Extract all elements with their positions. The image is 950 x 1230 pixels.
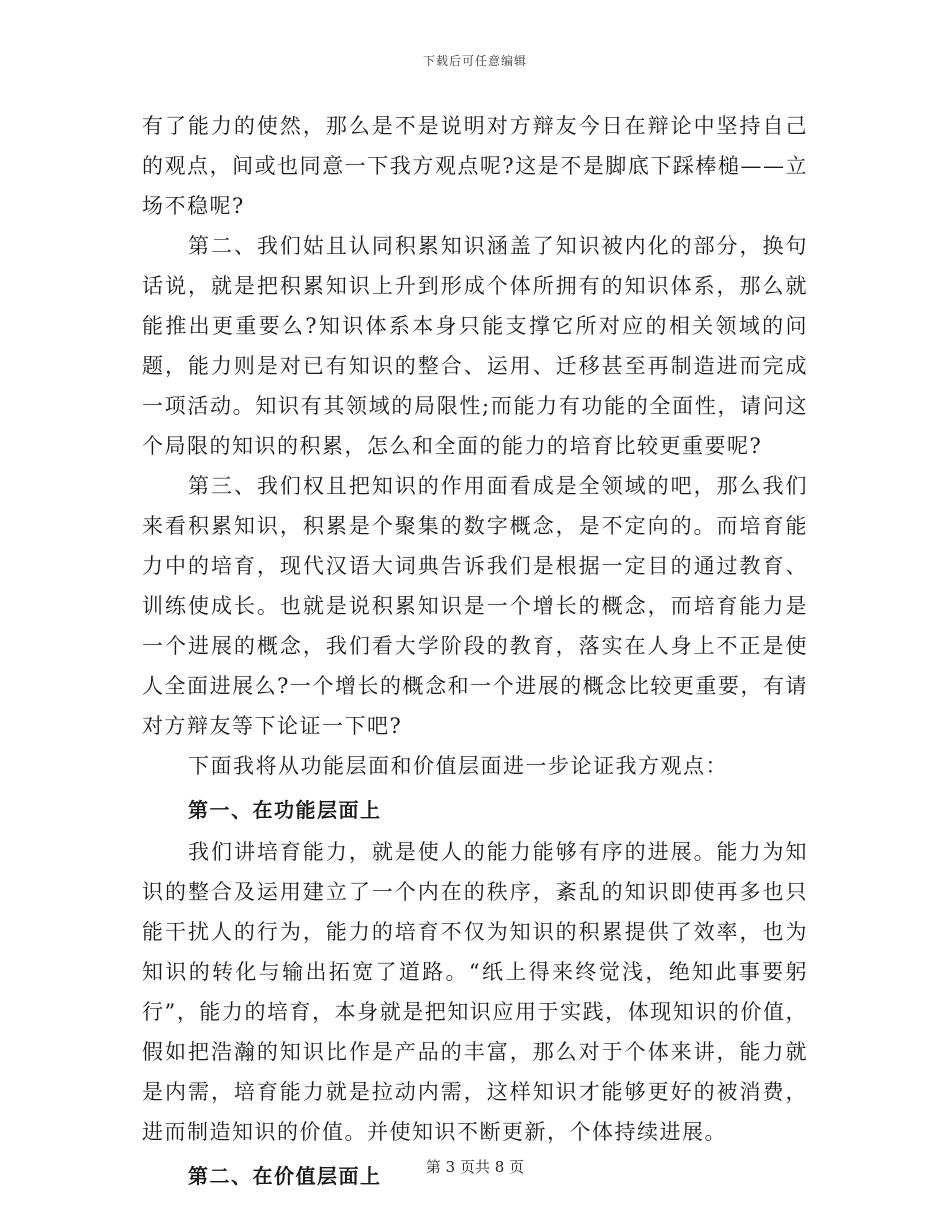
section-heading-function: 第一、在功能层面上 <box>188 798 382 822</box>
paragraph-transition: 下面我将从功能层面和价值层面进一步论证我方观点： <box>188 754 728 778</box>
page-header: 下载后可任意编辑 <box>422 54 527 68</box>
page-number-footer: 第 3 页共 8 页 <box>425 1158 525 1176</box>
document-body <box>142 106 808 1198</box>
paragraph-function-level: 我们讲培育能力，就是使人的能力能够有序的进展。能力为知识的整合及运用建立了一个内在的秩序，紊乱的知识即使再多也只能干扰人的行为，能力的培育不仅为知识的积累提供了效率，也为知识的转化与输出拓宽了道路。“纸上得来终觉浅，绝知此事要躬行”，能力的培育，本身就是把知识应用于实践，体现知识的价值，假如把浩瀚的知识比作是产品的丰富，那么对于个体来讲，能力就是内需，培育能力就是拉动内需，这样知识才能够更好的被消费，进而制造知识的价值。并使知识不断更新，个体持续进展。 <box>142 840 808 1144</box>
paragraph-point-three: 第三、我们权且把知识的作用面看成是全领域的吧，那么我们来看积累知识，积累是个聚集的数字概念，是不定向的。而培育能力中的培育，现代汉语大词典告诉我们是根据一定目的通过教育、训练使成长。也就是说积累知识是一个增长的概念，而培育能力是一个进展的概念，我们看大学阶段的教育，落实在人身上不正是使人全面进展么?一个增长的概念和一个进展的概念比较更重要，有请对方辩友等下论证一下吧? <box>142 474 808 738</box>
paragraph-point-two: 第二、我们姑且认同积累知识涵盖了知识被内化的部分，换句话说，就是把积累知识上升到形成个体所拥有的知识体系，那么就能推出更重要么?知识体系本身只能支撑它所对应的相关领域的问题，能力则是对已有知识的整合、运用、迁移甚至再制造进而完成一项活动。知识有其领域的局限性;而能力有功能的全面性，请问这个局限的知识的积累，怎么和全面的能力的培育比较更重要呢? <box>142 234 808 458</box>
paragraph-continuation: 有了能力的使然，那么是不是说明对方辩友今日在辩论中坚持自己的观点，间或也同意一下我方观点呢?这是不是脚底下踩棒槌——立场不稳呢? <box>142 114 808 218</box>
section-heading-value: 第二、在价值层面上 <box>188 1164 382 1188</box>
